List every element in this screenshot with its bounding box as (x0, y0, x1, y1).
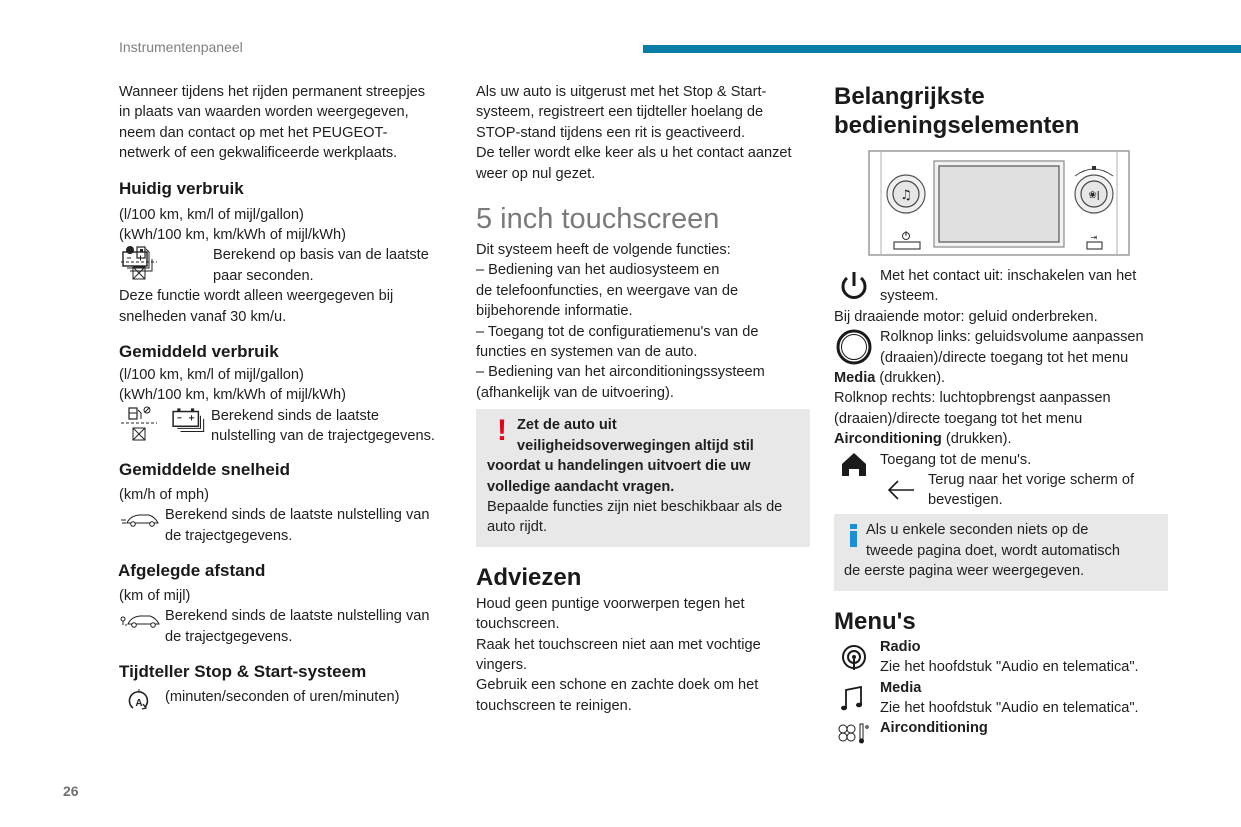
desc-text: Rolknop rechts: luchtopbrengst aanpassen (834, 390, 1111, 407)
advice-line: Raak het touchscreen niet aan met vochtige (476, 636, 761, 653)
warning-bold-text: volledige aandacht vragen. (487, 478, 675, 495)
desc-text: (draaien)/directe toegang tot het menu (880, 349, 1129, 366)
feature-line: bijbehorende informatie. (476, 303, 633, 320)
controls-descriptions (834, 266, 1168, 748)
menu-item-media (834, 678, 1168, 719)
menu-name-bold: Airconditioning (834, 431, 942, 448)
fan-thermometer-icon (834, 718, 880, 748)
header-accent-bar (643, 45, 1241, 53)
column-1 (119, 82, 459, 721)
menu-label: Radio (880, 638, 921, 655)
desc-text: Met het contact uit: inschakelen van het (880, 268, 1137, 284)
heading-gemiddeld-verbruik: Gemiddeld verbruik (119, 342, 279, 362)
units-text: (kWh/100 km, km/kWh of mijl/kWh) (119, 227, 347, 244)
info-text: tweede pagina doet, wordt automatisch (866, 542, 1120, 559)
intro-line: Wanneer tijdens het rijden permanent streepjes (119, 84, 426, 100)
warning-text: auto rijdt. (487, 519, 548, 536)
warning-box (476, 409, 810, 546)
car-speed-icon (119, 505, 165, 535)
intro-line: Als uw auto is uitgerust met het Stop & Start- (476, 84, 767, 100)
desc-text: paar seconden. (213, 267, 314, 284)
heading-bedieningselementen (834, 82, 1168, 140)
menu-item-airconditioning (834, 718, 1168, 748)
advice-line: Houd geen puntige voorwerpen tegen het (476, 595, 745, 612)
warning-bold-text: voordat u handelingen uitvoert die uw (487, 458, 751, 475)
heading-afgelegde-afstand: Afgelegde afstand (118, 560, 266, 580)
feature-line: – Bediening van het audiosysteem en (476, 262, 720, 279)
huidig-verbruik-desc (119, 245, 459, 286)
gemiddelde-snelheid-desc (119, 505, 459, 546)
column-2 (476, 82, 810, 716)
warning-text: Bepaalde functies zijn niet beschikbaar als de (487, 498, 783, 515)
desc-text: Berekend sinds de laatste nulstelling van (165, 507, 430, 524)
heading-menus: Menu's (834, 607, 916, 635)
music-note-icon (834, 678, 880, 718)
knob-icon (834, 327, 880, 367)
info-box (834, 514, 1168, 590)
desc-text: systeem. (880, 288, 939, 305)
heading-gemiddelde-snelheid: Gemiddelde snelheid (119, 459, 290, 479)
left-knob-desc (834, 327, 1168, 368)
warning-icon: ! (497, 414, 507, 448)
feature-line: Dit systeem heeft de volgende functies: (476, 242, 731, 259)
desc-text: nulstelling van de trajectgegevens. (211, 428, 435, 445)
back-button-desc (834, 470, 1168, 511)
desc-text: Rolknop links: geluidsvolume aanpassen (880, 329, 1144, 346)
heading-line: bedieningselementen (834, 112, 1080, 139)
menu-desc: Zie het hoofdstuk "Audio en telematica". (880, 699, 1139, 716)
note-text: snelheden vanaf 30 km/u. (119, 308, 287, 325)
heading-tijdteller: Tijdteller Stop & Start-systeem (119, 662, 367, 682)
desc-text: Terug naar het vorige scherm of (928, 471, 1135, 488)
fuel-reset-icon (119, 406, 171, 446)
heading-line: Belangrijkste (834, 83, 985, 110)
info-text: de eerste pagina weer weergegeven. (844, 563, 1085, 580)
units-text: (l/100 km, km/l of mijl/gallon) (119, 367, 304, 384)
advice-line: Gebruik een schone en zachte doek om het (476, 677, 759, 694)
desc-text: (draaien)/directe toegang tot het menu (834, 410, 1083, 427)
note-text: Deze functie wordt alleen weergegeven bij (119, 288, 394, 305)
back-arrow-icon (834, 470, 928, 506)
units-text: (km/h of mph) (119, 486, 210, 503)
svg-text:❀ǀ: ❀ǀ (1088, 190, 1100, 201)
desc-text: Berekend op basis van de laatste (213, 247, 429, 264)
desc-text: Bij draaiende motor: geluid onderbreken. (834, 308, 1098, 325)
touchscreen-panel-illustration (868, 150, 1130, 256)
tijdteller-desc (119, 687, 459, 721)
menu-label: Media (880, 679, 922, 696)
svg-text:♫: ♫ (900, 188, 912, 203)
feature-line: – Bediening van het airconditioningssysteem (476, 364, 765, 381)
intro-line: netwerk of een gekwalificeerde werkplaats. (119, 145, 398, 162)
units-text: (l/100 km, km/l of mijl/gallon) (119, 206, 304, 223)
units-text: (km of mijl) (119, 587, 191, 604)
desc-text: Toegang tot de menu's. (880, 451, 1032, 468)
afgelegde-afstand-desc (119, 606, 459, 647)
page-number: 26 (63, 783, 79, 799)
intro-line: weer op nul gezet. (476, 165, 596, 182)
warning-bold-text: Zet de auto uit (517, 417, 617, 434)
power-button-desc (834, 266, 1168, 307)
desc-text: (drukken). (875, 370, 946, 387)
gemiddeld-verbruik-desc (119, 406, 459, 447)
info-icon (844, 524, 866, 550)
column-3 (834, 82, 1168, 140)
feature-line: functies en systemen van de auto. (476, 344, 698, 361)
section-title: Instrumentenpaneel (119, 39, 243, 55)
desc-text: bevestigen. (928, 492, 1003, 509)
advice-line: vingers. (476, 656, 528, 673)
menu-desc: Zie het hoofdstuk "Audio en telematica". (880, 659, 1139, 676)
battery-icon (171, 406, 211, 436)
desc-text: de trajectgegevens. (165, 527, 293, 544)
menu-item-radio (834, 637, 1168, 678)
menu-label: Airconditioning (880, 720, 988, 737)
intro-line: neem dan contact op met het PEUGEOT- (119, 124, 388, 141)
desc-text: de trajectgegevens. (165, 628, 293, 645)
desc-text: Berekend sinds de laatste nulstelling van (165, 608, 430, 625)
menu-name-bold: Media (834, 370, 876, 387)
feature-line: – Toegang tot de configuratiemenu's van de (476, 323, 759, 340)
desc-text: Berekend sinds de laatste (211, 407, 379, 424)
intro-line: STOP-stand tijdens een rit is geactiveerd. (476, 124, 746, 141)
desc-text: (minuten/seconden of uren/minuten) (165, 689, 400, 706)
stop-start-icon (119, 687, 165, 721)
svg-text:A: A (135, 698, 143, 710)
car-distance-icon (119, 606, 165, 636)
advice-line: touchscreen te reinigen. (476, 697, 632, 714)
warning-bold-text: veiligheidsoverwegingen altijd stil (517, 437, 754, 454)
intro-line: in plaats van waarden worden weergegeven, (119, 104, 409, 121)
desc-text: (drukken). (941, 431, 1012, 448)
feature-line: de telefoonfuncties, en weergave van de (476, 282, 739, 299)
battery-icon (121, 247, 159, 275)
units-text: (kWh/100 km, km/kWh of mijl/kWh) (119, 387, 347, 404)
heading-huidig-verbruik: Huidig verbruik (119, 178, 244, 198)
radio-icon (834, 637, 880, 677)
info-text: Als u enkele seconden niets op de (866, 522, 1089, 539)
heading-adviezen: Adviezen (476, 563, 582, 591)
feature-line: (afhankelijk van de uitvoering). (476, 384, 674, 401)
intro-line: De teller wordt elke keer als u het contact aanzet (476, 145, 792, 162)
power-icon (834, 266, 880, 306)
svg-text:⇥: ⇥ (1090, 233, 1098, 242)
heading-5-inch-touchscreen: 5 inch touchscreen (476, 203, 720, 236)
advice-line: touchscreen. (476, 616, 560, 633)
intro-line: systeem, registreert een tijdteller hoelang de (476, 104, 764, 121)
